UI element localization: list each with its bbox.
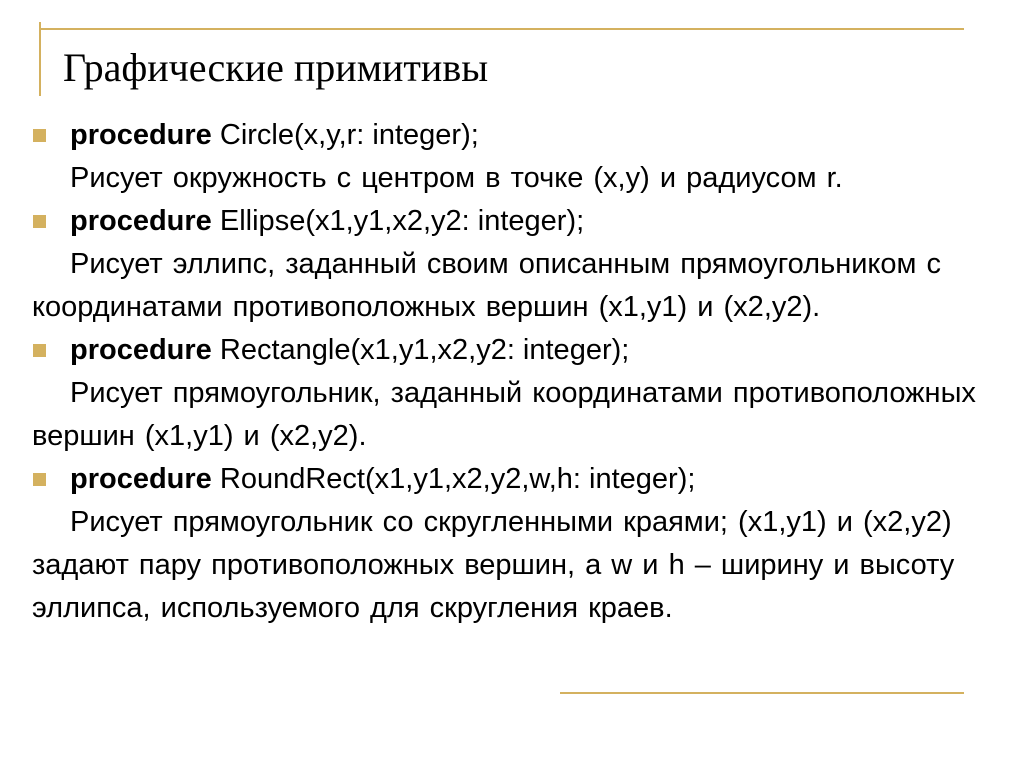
title-frame-left-rule — [39, 22, 41, 96]
list-item-rectangle — [32, 329, 982, 458]
square-bullet-icon — [33, 129, 46, 142]
square-bullet-icon — [33, 473, 46, 486]
list-item-circle — [32, 114, 982, 200]
square-bullet-icon — [33, 215, 46, 228]
title-frame-top-rule — [39, 28, 964, 30]
keyword: procedure — [70, 463, 212, 495]
item-heading — [32, 458, 982, 501]
signature: Ellipse(x1,y1,x2,y2: integer); — [219, 205, 585, 237]
item-description: Рисует окружность с центром в точке (x,y) и радиусом r. — [70, 162, 843, 194]
signature: Rectangle(x1,y1,x2,y2: integer); — [219, 334, 630, 366]
keyword: procedure — [70, 205, 212, 237]
item-description: Рисует эллипс, заданный своим описанным прямоугольником с координатами противоположных вершин (x1,y1) и (x2,y2). — [32, 248, 942, 323]
square-bullet-icon — [33, 344, 46, 357]
item-description: Рисует прямоугольник со скругленными краями; (x1,y1) и (x2,y2) задают пару противоположных вершин, а w и h – ширину и высоту эллипса, используемого для скругления краев. — [32, 506, 955, 624]
item-heading — [32, 329, 982, 372]
item-heading — [32, 114, 982, 157]
signature: Circle(x,y,r: integer); — [219, 119, 479, 151]
keyword: procedure — [70, 119, 212, 151]
footer-rule — [560, 692, 964, 694]
item-heading — [32, 200, 982, 243]
item-description: Рисует прямоугольник, заданный координатами противоположных вершин (x1,y1) и (x2,y2). — [32, 377, 976, 452]
signature: RoundRect(x1,y1,x2,y2,w,h: integer); — [219, 463, 696, 495]
list-item-roundrect — [32, 458, 982, 630]
keyword: procedure — [70, 334, 212, 366]
slide-title: Графические примитивы — [63, 45, 489, 90]
list-item-ellipse — [32, 200, 982, 329]
slide-content — [32, 114, 982, 630]
